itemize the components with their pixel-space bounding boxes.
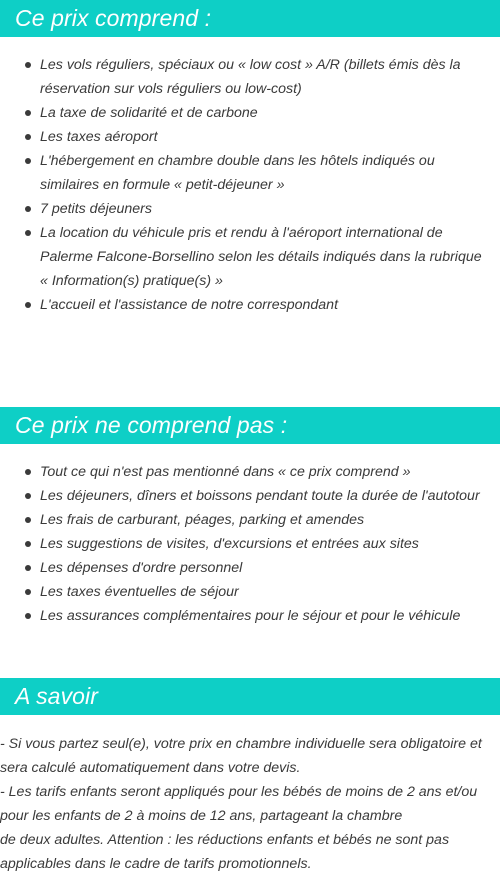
list-item: L'accueil et l'assistance de notre correspondant [0,293,500,317]
includes-list [0,53,500,317]
list-item: La location du véhicule pris et rendu à l'aéroport international de Palerme Falcone-Borsellino selon les détails indiqués dans la rubrique « Information(s) pratique(s) » [0,221,500,293]
section-header-excludes [0,407,500,444]
info-line-discount-note: de deux adultes. Attention : les réductions enfants et bébés ne sont pas applicables dans le cadre de tarifs promotionnels. [0,832,450,872]
list-item: Les assurances complémentaires pour le séjour et pour le véhicule [0,604,500,628]
list-item: Tout ce qui n'est pas mentionné dans « ce prix comprend » [0,460,500,484]
list-item: L'hébergement en chambre double dans les hôtels indiqués ou similaires en formule « petit-déjeuner » [0,149,500,197]
info-line-child-rates: - Les tarifs enfants seront appliqués pour les bébés de moins de 2 ans et/ou pour les enfants de 2 à moins de 12 ans, partageant la chambre [0,784,478,824]
list-item: Les frais de carburant, péages, parking et amendes [0,508,500,532]
info-line-single-room: - Si vous partez seul(e), votre prix en chambre individuelle sera obligatoire et sera calculé automatiquement dans votre devis. [0,736,482,776]
section-title-excludes: Ce prix ne comprend pas : [15,412,288,438]
good-to-know-section [0,678,500,876]
price-includes-section [0,0,500,317]
list-item: Les déjeuners, dîners et boissons pendant toute la durée de l'autotour [0,484,500,508]
list-item: Les suggestions de visites, d'excursions et entrées aux sites [0,532,500,556]
list-item: La taxe de solidarité et de carbone [0,101,500,125]
info-paragraph [0,732,500,876]
section-header-includes [0,0,500,37]
section-header-info [0,678,500,715]
price-excludes-section [0,407,500,628]
list-item: Les dépenses d'ordre personnel [0,556,500,580]
list-item: Les taxes éventuelles de séjour [0,580,500,604]
excludes-list [0,460,500,628]
section-title-info: A savoir [15,683,99,709]
list-item: Les vols réguliers, spéciaux ou « low cost » A/R (billets émis dès la réservation sur vols réguliers ou low-cost) [0,53,500,101]
section-title-includes: Ce prix comprend : [15,5,212,31]
list-item: Les taxes aéroport [0,125,500,149]
list-item: 7 petits déjeuners [0,197,500,221]
